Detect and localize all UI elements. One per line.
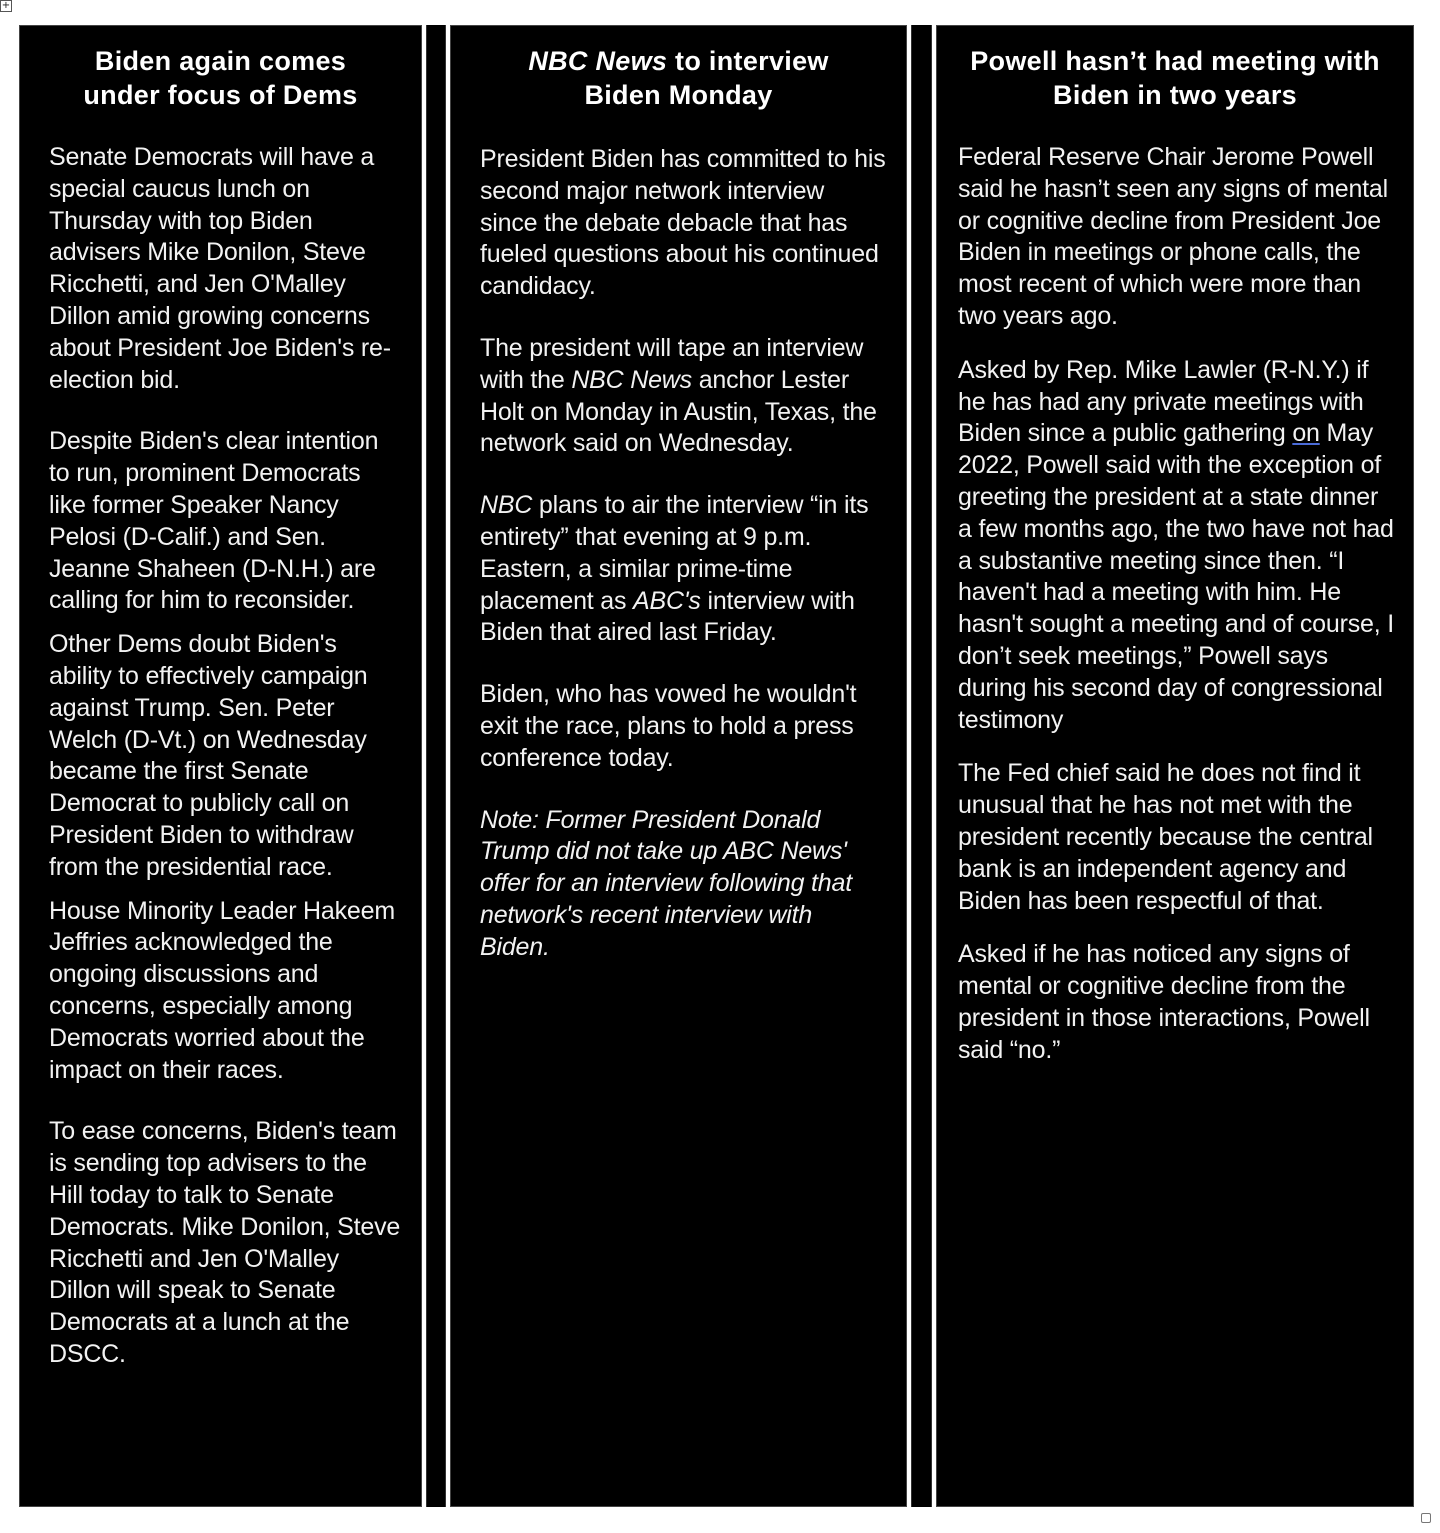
column-2-paragraph-4: Biden, who has vowed he wouldn't exit the race, plans to hold a press conference today. [480,680,857,772]
column-2-paragraph-2-a: The president will tape an interview with the [480,333,864,394]
column-1-paragraph-5: To ease concerns, Biden's team is sending top advisers to the Hill today to talk to Senate Democrats. Mike Donilon, Steve Ricchetti and Jen O'Malley Dillon will speak to Senate Democrats at a lunch at the DSCC. [49,1117,401,1368]
column-1-paragraph-2: Despite Biden's clear intention to run, prominent Democrats like former Speaker Nancy Pelosi (D-Calif.) and Sen. Jeanne Shaheen (D-N.H.) are calling for him to reconsider. [49,427,379,615]
column-3-paragraph-2-a: Asked by Rep. Mike Lawler (R-N.Y.) if he has had any private meetings with Biden since a public gathering [958,355,1369,448]
column-divider-2 [911,25,932,1507]
column-1-paragraph-3: Other Dems doubt Biden's ability to effectively campaign against Trump. Sen. Peter Welch (D-Vt.) on Wednesday became the first Senate Democrat to publicly call on President Biden to withdraw from the presidential race. [49,630,368,881]
column-2-paragraph-3 [480,490,888,649]
column-2-headline-outlet: NBC News [528,46,668,76]
column-powell-meeting [936,25,1414,1507]
column-2-paragraph-3-abc: ABC's [633,586,701,615]
column-3-paragraph-4: Asked if he has noticed any signs of mental or cognitive decline from the president in those interactions, Powell said “no.” [958,940,1370,1064]
column-nbc-interview [450,25,907,1507]
column-3-headline: Powell hasn’t had meeting with Biden in two years [970,46,1380,110]
column-2-headline-rest: to interview Biden Monday [584,46,829,110]
table-move-handle[interactable]: + [1,0,11,11]
column-2-paragraph-2-outlet: NBC News [571,365,692,394]
table-resize-handle[interactable] [1421,1513,1431,1523]
column-divider-1 [426,25,446,1507]
column-1-headline: Biden again comes under focus of Dems [83,46,358,110]
column-2-paragraph-1: President Biden has committed to his second major network interview since the debate debacle that has fueled questions about his continued candidacy. [480,145,886,301]
column-1-body [20,142,421,1371]
column-3-paragraph-1: Federal Reserve Chair Jerome Powell said he hasn’t seen any signs of mental or cognitive decline from President Joe Biden in meetings or phone calls, the most recent of which were more than two years ago. [958,143,1388,330]
column-2-paragraph-2 [480,333,888,460]
column-3-paragraph-2-c: May 2022, Powell said with the exception of greeting the president at a state dinner a few months ago, the two have not had a substantive meeting since then. “I haven't had a meeting with him. He hasn't sought a meeting and of course, I don’t seek meetings,” Powell says during his second day of congressional testimony [958,419,1394,734]
column-2-paragraph-3-d: interview with Biden that aired last Friday. [480,586,855,647]
column-3-paragraph-2 [958,355,1395,737]
column-1-paragraph-1: Senate Democrats will have a special caucus lunch on Thursday with top Biden advisers Mike Donilon, Steve Ricchetti, and Jen O'Malley Dillon amid growing concerns about President Joe Biden's re-election bid. [49,143,391,394]
column-2-paragraph-3-b: plans to air the interview “in its entirety” that evening at 9 p.m. Eastern, a similar prime-time placement as [480,491,869,615]
column-2-body [451,144,906,964]
column-3-underlined-word: on [1292,419,1320,448]
column-biden-focus-dems [19,25,422,1507]
column-2-headline [451,44,906,112]
column-3-paragraph-3: The Fed chief said he does not find it unusual that he has not met with the president recently because the central bank is an independent agency and Biden has been respectful of that. [958,759,1373,915]
column-1-paragraph-4: House Minority Leader Hakeem Jeffries acknowledged the ongoing discussions and concerns, especially among Democrats worried about the impact on their races. [49,896,395,1084]
column-2-paragraph-3-outlet: NBC [480,491,533,520]
column-2-note: Note: Former President Donald Trump did not take up ABC News' offer for an interview following that network's recent interview with Biden. [480,805,852,961]
column-2-paragraph-2-c: anchor Lester Holt on Monday in Austin, Texas, the network said on Wednesday. [480,365,877,458]
column-3-body [937,142,1413,1067]
